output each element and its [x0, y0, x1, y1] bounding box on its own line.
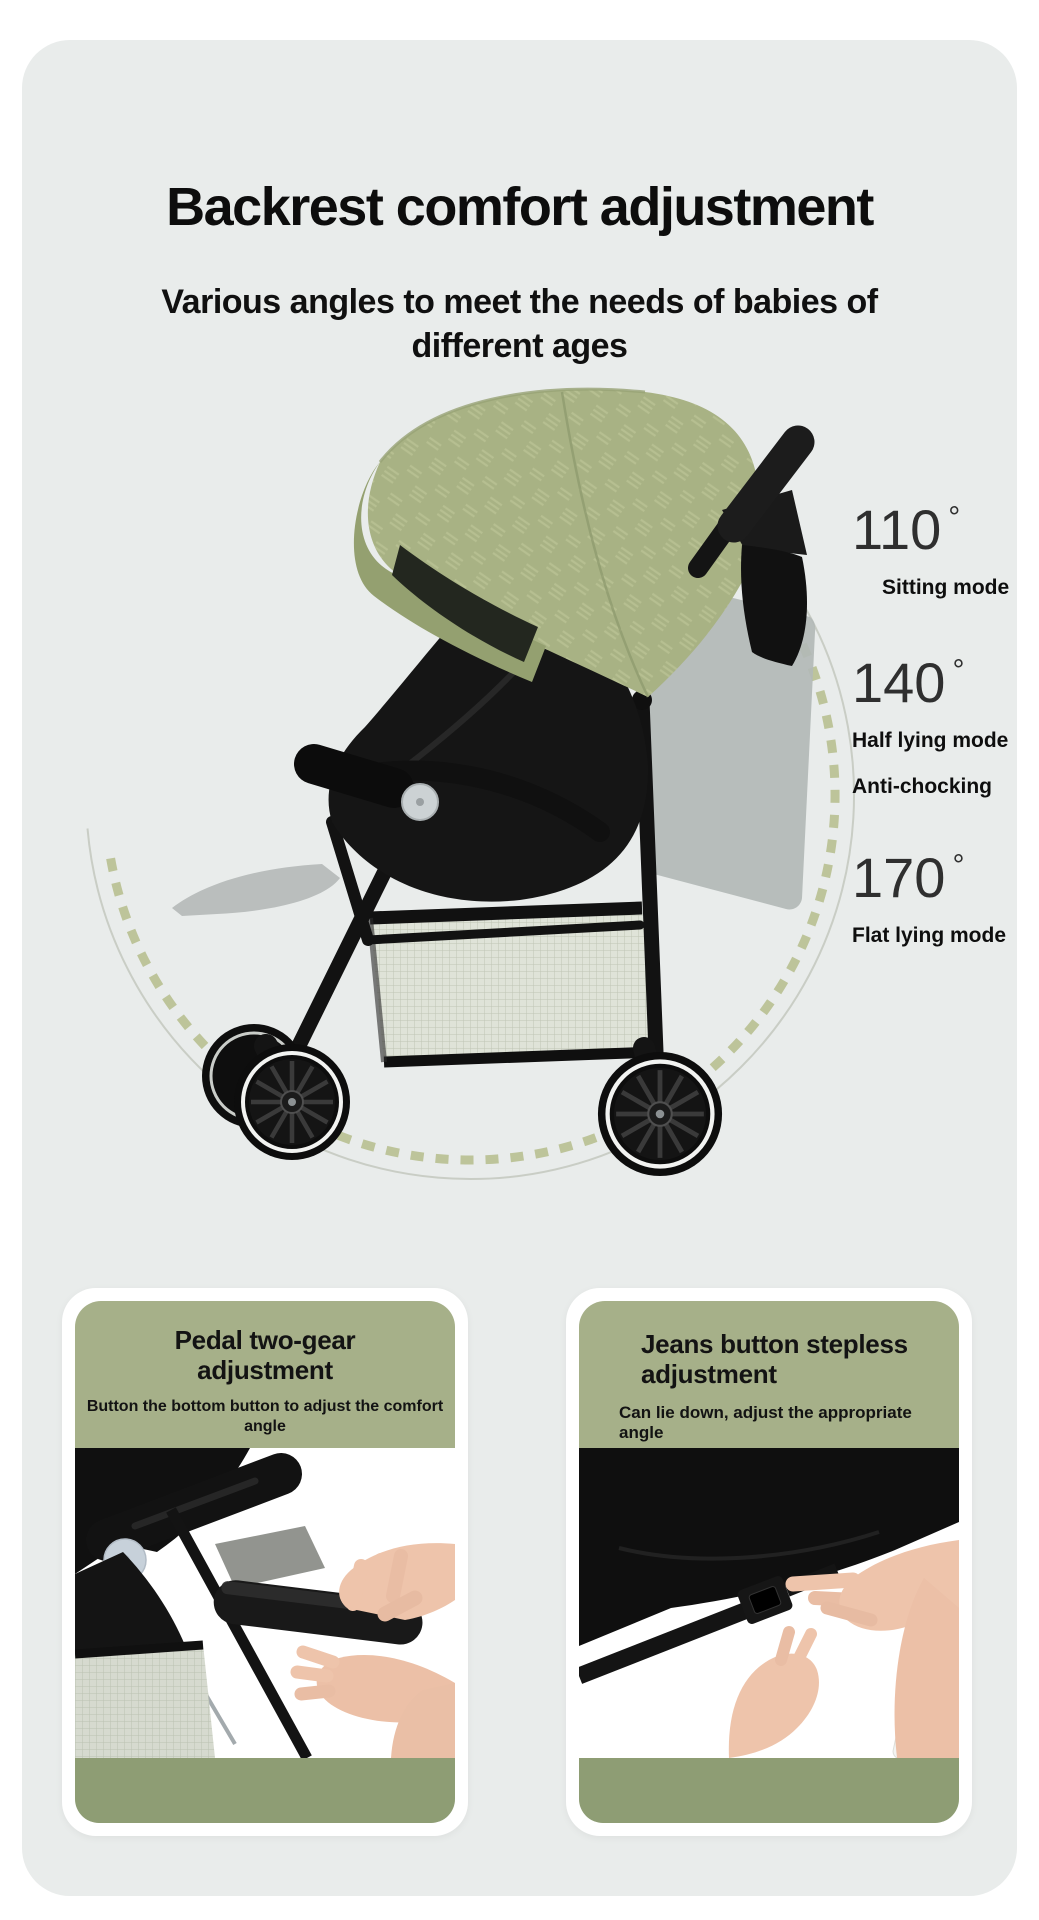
mode-label-half-lying: Half lying mode [852, 729, 1009, 752]
mode-half-lying [852, 651, 1009, 799]
panel-footer-pedal [75, 1758, 455, 1823]
subtitle-line-2: different ages [411, 327, 628, 365]
panel-desc-line-1: Can lie down, adjust the appropriate [619, 1403, 912, 1422]
rear-wheel [598, 1048, 722, 1176]
panel-pedal-adjustment [62, 1288, 468, 1836]
mode-label-sitting: Sitting mode [882, 576, 1010, 599]
angle-value-140 [852, 651, 1008, 721]
panel-title [641, 1301, 959, 1389]
panel-title-line-1: Jeans button stepless [641, 1329, 908, 1359]
degree-symbol: ° [948, 501, 961, 534]
angle-number: 140 [852, 651, 946, 714]
panel-title-line-2: adjustment [197, 1355, 333, 1385]
panel-header-jeans [579, 1301, 959, 1448]
degree-symbol: ° [952, 849, 965, 882]
basket-mesh [75, 1644, 215, 1758]
mode-label-flat-lying: Flat lying mode [852, 924, 1007, 947]
panel-desc-line-2: angle [244, 1418, 286, 1435]
panel-desc-line-2: angle [619, 1423, 664, 1442]
subtitle-line-1: Various angles to meet the needs of babies of [161, 283, 878, 321]
angle-number: 170 [852, 846, 946, 909]
mode-flat-lying [852, 846, 1007, 948]
angle-value-110 [852, 498, 1009, 568]
angle-value-170 [852, 846, 1006, 916]
hand-lower [729, 1632, 819, 1758]
ghost-footrest [172, 864, 340, 916]
panel-header-pedal [75, 1301, 455, 1448]
panel-description [619, 1403, 959, 1443]
page-title: Backrest comfort adjustment [166, 177, 873, 237]
panel-title [75, 1301, 455, 1385]
panel-description [75, 1397, 455, 1437]
panel-footer-jeans [579, 1758, 959, 1823]
product-card [22, 40, 1017, 1896]
mode-label-anti-chocking: Anti-chocking [852, 775, 992, 798]
panel-photo-pedal [75, 1448, 455, 1758]
hand-upper [339, 1543, 455, 1620]
panel-title-line-1: Pedal two-gear [174, 1325, 356, 1355]
degree-symbol: ° [952, 654, 965, 687]
front-wheel [202, 1024, 350, 1160]
pedal-photo-illustration [75, 1448, 455, 1758]
panel-desc-line-1: Button the bottom button to adjust the comfort [86, 1398, 444, 1415]
page-subtitle [22, 280, 1017, 368]
panel-title-line-2: adjustment [641, 1359, 777, 1389]
panel-photo-jeans [579, 1448, 959, 1758]
angle-number: 110 [852, 498, 942, 561]
panel-jeans-button-adjustment [566, 1288, 972, 1836]
mode-sitting [852, 498, 1010, 600]
jeans-photo-illustration [579, 1448, 959, 1758]
hand-lower [297, 1652, 455, 1758]
